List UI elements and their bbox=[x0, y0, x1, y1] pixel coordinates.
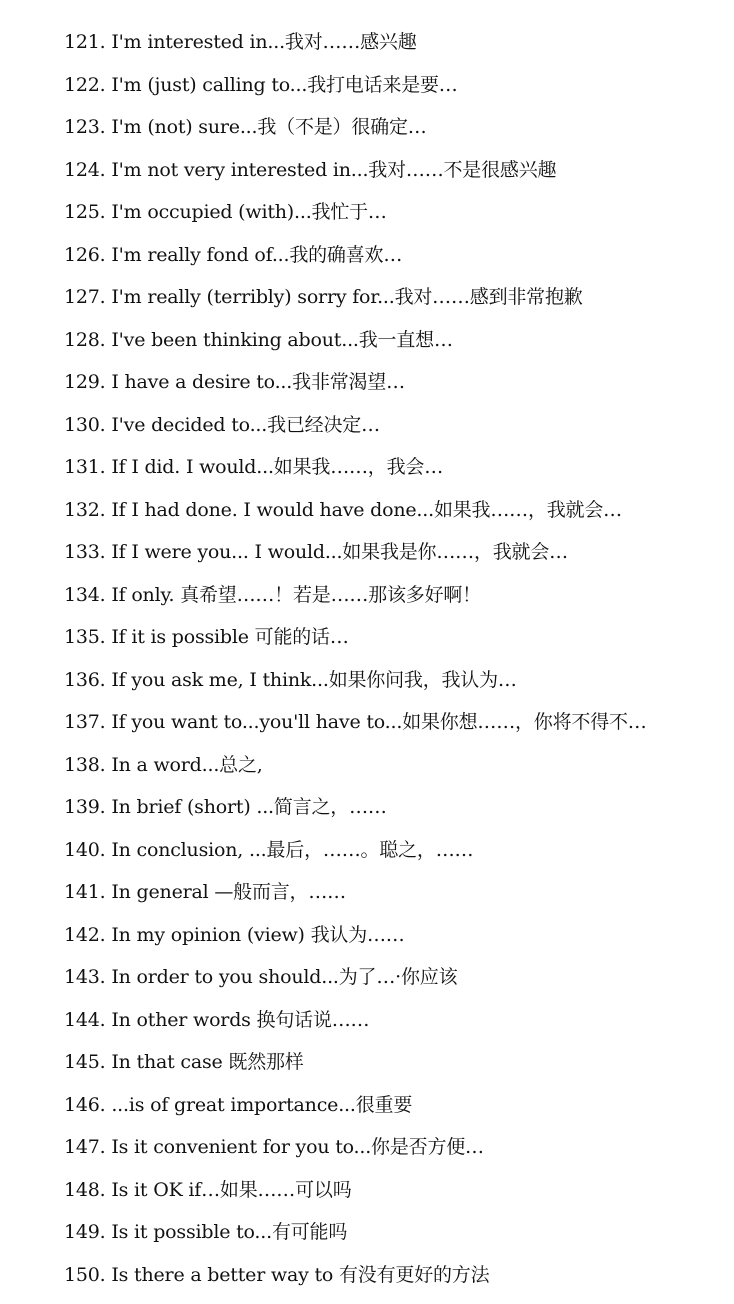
phrase-text: 134. If only. 真希望……！若是……那该多好啊！ bbox=[64, 583, 481, 606]
phrase-text: 121. I'm interested in...我对……感兴趣 bbox=[64, 31, 417, 53]
list-item bbox=[64, 361, 724, 404]
list-item bbox=[64, 64, 724, 107]
phrase-text: 150. Is there a better way to 有没有更好的方法 bbox=[64, 1263, 490, 1286]
phrase-text: 140. In conclusion, ...最后，……。聪之，…… bbox=[64, 838, 474, 861]
phrase-text: 149. Is it possible to...有可能吗 bbox=[64, 1221, 348, 1243]
phrase-text: 146. ...is of great importance...很重要 bbox=[64, 1093, 413, 1116]
phrase-text: 133. If I were you... I would...如果我是你……，我就会… bbox=[64, 541, 568, 563]
list-item bbox=[64, 489, 724, 532]
list-item bbox=[64, 999, 724, 1042]
phrase-text: 126. I'm really fond of...我的确喜欢… bbox=[64, 243, 403, 266]
list-item bbox=[64, 191, 724, 234]
phrase-text: 123. I'm (not) sure...我（不是）很确定… bbox=[64, 116, 427, 138]
phrase-text: 139. In brief (short) ...简言之，…… bbox=[64, 796, 387, 818]
phrase-text: 130. I've decided to...我已经决定… bbox=[64, 413, 380, 436]
phrase-text: 142. In my opinion (view) 我认为…… bbox=[64, 923, 405, 946]
list-item bbox=[64, 1041, 724, 1084]
list-item bbox=[64, 21, 724, 64]
phrase-text: 144. In other words 换句话说…… bbox=[64, 1008, 370, 1031]
phrase-list bbox=[64, 21, 724, 1296]
list-item bbox=[64, 659, 724, 702]
list-item bbox=[64, 276, 724, 319]
list-item bbox=[64, 1254, 724, 1297]
phrase-text: 125. I'm occupied (with)...我忙于… bbox=[64, 201, 387, 223]
phrase-text: 128. I've been thinking about...我一直想… bbox=[64, 328, 453, 351]
phrase-text: 122. I'm (just) calling to...我打电话来是要… bbox=[64, 73, 458, 96]
list-item bbox=[64, 829, 724, 872]
list-item bbox=[64, 446, 724, 489]
list-item bbox=[64, 1211, 724, 1254]
phrase-text: 138. In a word...总之, bbox=[64, 753, 263, 776]
list-item bbox=[64, 701, 724, 744]
list-item bbox=[64, 744, 724, 787]
phrase-text: 136. If you ask me, I think...如果你问我，我认为… bbox=[64, 668, 517, 691]
list-item bbox=[64, 1169, 724, 1212]
list-item bbox=[64, 786, 724, 829]
list-item bbox=[64, 914, 724, 957]
list-item bbox=[64, 404, 724, 447]
list-item bbox=[64, 574, 724, 617]
list-item bbox=[64, 149, 724, 192]
phrase-text: 137. If you want to...you'll have to...如果你想……，你将不得不… bbox=[64, 711, 647, 733]
phrase-text: 127. I'm really (terribly) sorry for...我对……感到非常抱歉 bbox=[64, 286, 583, 308]
list-item bbox=[64, 1084, 724, 1127]
phrase-text: 129. I have a desire to...我非常渴望… bbox=[64, 371, 405, 393]
list-item bbox=[64, 616, 724, 659]
phrase-text: 131. If I did. I would...如果我……，我会… bbox=[64, 456, 443, 478]
phrase-text: 148. Is it OK if…如果……可以吗 bbox=[64, 1178, 352, 1201]
list-item bbox=[64, 871, 724, 914]
list-item bbox=[64, 1126, 724, 1169]
list-item bbox=[64, 531, 724, 574]
list-item bbox=[64, 956, 724, 999]
list-item bbox=[64, 234, 724, 277]
phrase-text: 135. If it is possible 可能的话… bbox=[64, 626, 349, 648]
list-item bbox=[64, 319, 724, 362]
phrase-text: 145. In that case 既然那样 bbox=[64, 1051, 304, 1073]
phrase-text: 143. In order to you should...为了…·你应该 bbox=[64, 966, 458, 988]
phrase-text: 141. In general —般而言，…… bbox=[64, 881, 346, 903]
phrase-text: 132. If I had done. I would have done...如果我……，我就会… bbox=[64, 498, 622, 521]
phrase-text: 147. Is it convenient for you to...你是否方便… bbox=[64, 1136, 484, 1158]
phrase-text: 124. I'm not very interested in...我对……不是很感兴趣 bbox=[64, 158, 557, 181]
list-item bbox=[64, 106, 724, 149]
